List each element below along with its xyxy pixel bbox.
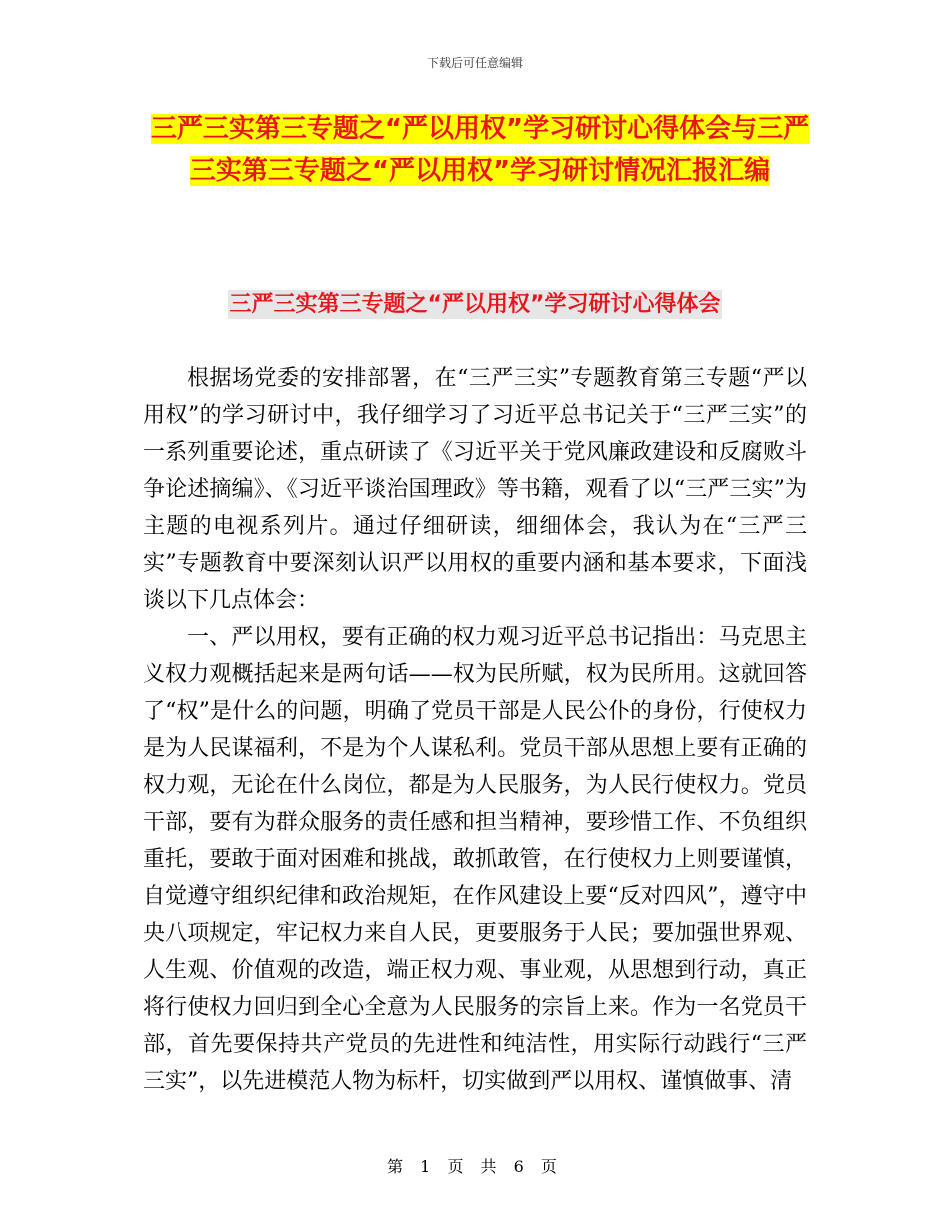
page-footer: 第 1 页 共 6 页	[387, 1157, 563, 1176]
document-title-text: 三严三实第三专题之“严以用权”学习研讨心得体会与三严三实第三专题之“严以用权”学习研讨情况汇报汇编	[150, 114, 810, 186]
body-text	[143, 360, 807, 1100]
header-note: 下载后可任意编辑	[426, 56, 523, 70]
paragraph: 一、严以用权，要有正确的权力观习近平总书记指出：马克思主义权力观概括起来是两句话——权为民所赋，权为民所用。这就回答了“权”是什么的问题，明确了党员干部是人民公仆的身份，行使权力是为人民谋福利，不是为个人谋私利。党员干部从思想上要有正确的权力观，无论在什么岗位，都是为人民服务，为人民行使权力。党员干部，要有为群众服务的责任感和担当精神，要珍惜工作、不负组织重托，要敢于面对困难和挑战，敢抓敢管，在行使权力上则要谨慎，自觉遵守组织纪律和政治规矩，在作风建设上要“反对四风”，遵守中央八项规定，牢记权力来自人民，更要服务于人民；要加强世界观、人生观、价值观的改造，端正权力观、事业观，从思想到行动，真正将行使权力回归到全心全意为人民服务的宗旨上来。作为一名党员干部，首先要保持共产党员的先进性和纯洁性，用实际行动践行“三严三实”，以先进模范人物为标杆，切实做到严以用权、谨慎做事、清	[143, 625, 807, 1094]
document-title	[150, 108, 810, 192]
section-title	[0, 287, 950, 318]
paragraph: 根据场党委的安排部署，在“三严三实”专题教育第三专题“严以用权”的学习研讨中，我仔细学习了习近平总书记关于“三严三实”的一系列重要论述，重点研读了《习近平关于党风廉政建设和反腐败斗争论述摘编》、《习近平谈治国理政》等书籍，观看了以“三严三实”为主题的电视系列片。通过仔细研读，细细体会，我认为在“三严三实”专题教育中要深刻认识严以用权的重要内涵和基本要求，下面浅谈以下几点体会：	[143, 366, 807, 613]
section-title-text: 三严三实第三专题之“严以用权”学习研讨心得体会	[229, 292, 721, 317]
